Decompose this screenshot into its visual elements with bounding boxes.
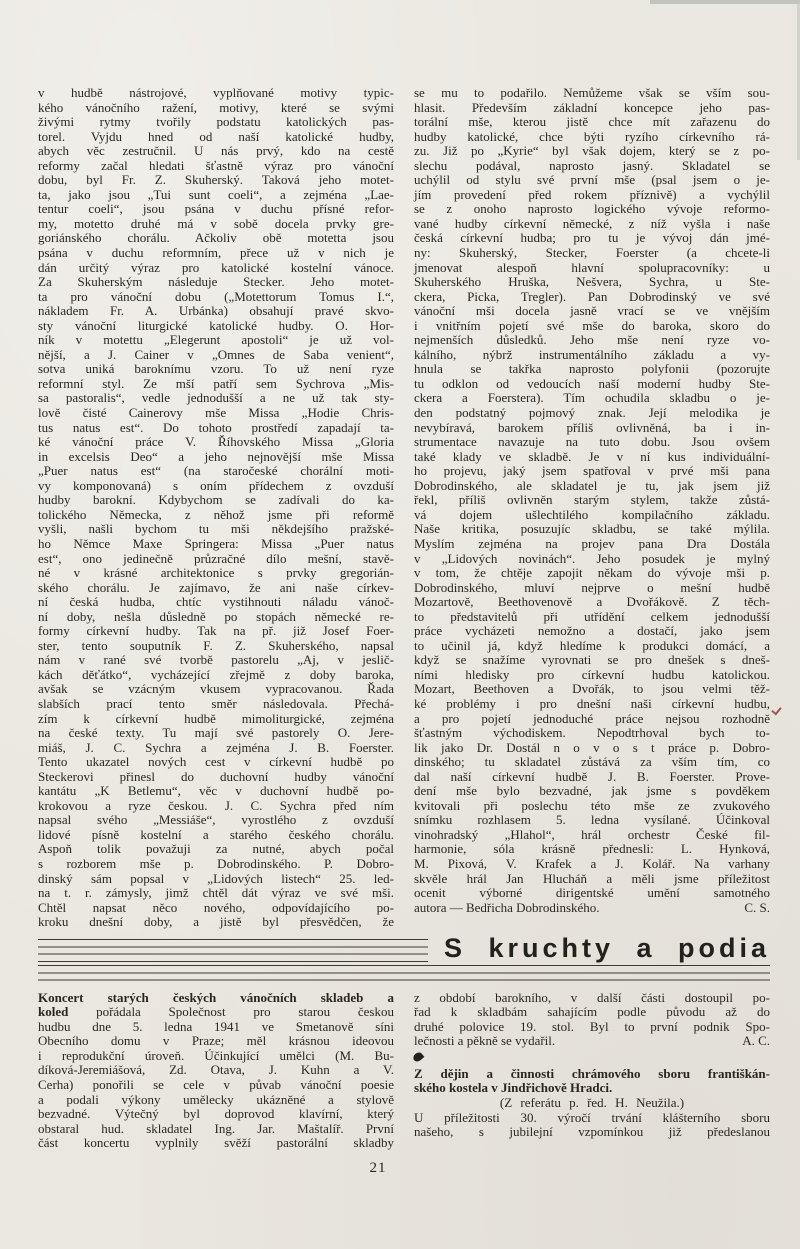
text-line: práce vycházeti nemožno a dostačí, jako jsem (414, 623, 770, 639)
text-line: dal naší církevní hudbě J. B. Foerster. Prove- (414, 768, 770, 784)
text-line: Tento ukazatel nových cest v církevní hudbě po (38, 754, 394, 770)
text-line: hnula se takřka naprosto polyfonii (pozorujte (414, 361, 770, 377)
text-line: Z dějin a činnosti chrámového sboru františkán- (414, 1065, 770, 1081)
text-line: ké problémy i pro dnešní naši církevní hudbu, (414, 695, 770, 711)
text-line: dán určitý výraz pro katolické kostelní vánoce. (38, 259, 394, 275)
text-line: to učinil já, když hledíme k produkci domácí, a (414, 637, 770, 653)
text-line: šťastným východiskem. Nepodtrhoval bych to- (414, 725, 770, 741)
text-line: vá dojem ušlechtilého kompilačního základu. (414, 506, 770, 522)
bottom-section (38, 991, 770, 1151)
text-line: zím k církevní hudbě mimoliturgické, zejména (38, 710, 394, 726)
text-line: na české texty. Tu mají své pastorely O. Jere- (38, 725, 394, 741)
text-line: reformy začal hledati šťastně výraz pro vánoční (38, 157, 394, 173)
page-number: 21 (369, 1159, 387, 1176)
text-line: jím provedení před rokem příznivě) a vychýlil (414, 186, 770, 202)
text-line: ckera, Picka, Tregler). Pan Dobrodinský ve své (414, 288, 770, 304)
choir-article-subtitle: (Z referátu p. řed. H. Neužila.) (499, 1095, 685, 1110)
text-line: koled pořádala Společnost pro starou českou (38, 1004, 394, 1020)
text-line: Obecního domu v Praze; měl krásnou ideovou (38, 1033, 394, 1049)
text-line: torální mše, kterou jistě chce mít zařazenu do (414, 114, 770, 130)
text-line: a pro pojetí jednoduché práce nejsou rozhodně (414, 710, 770, 726)
text-line: psána v duchu reformním, přece už v nich je (38, 245, 394, 261)
text-line: hudbu dne 5. ledna 1941 ve Smetanově síni (38, 1018, 394, 1034)
text-line: den podstatný pojmový znak. Její melodika je (414, 405, 770, 421)
text-line: dinského; tu skladatel zůstává za vším tím, co (414, 754, 770, 770)
text-line: ster, tento souputník F. Z. Skuherského, napsal (38, 637, 394, 653)
text-line: kálního, nýbrž instrumentálního základu a vy- (414, 346, 770, 362)
choir-article-heading (414, 1067, 770, 1096)
text-line: Myslím zejména na projev pana Dra Dostála (414, 535, 770, 551)
text-line: napsal svého „Messiáše“, vyrostlého z ovzduší (38, 812, 394, 828)
text-line: když se snažíme vyrovnati se pro dnešek s dneš- (414, 652, 770, 668)
text-line: dinský sám popsal v „Lidových listech“ 25. led- (38, 870, 394, 886)
ornament-row (414, 1051, 770, 1066)
text-line: avšak se vzácným vkusem vypracovanou. Řada (38, 681, 394, 697)
ink-blot-icon (412, 1051, 425, 1064)
text-line: ho projevu, jaký jsem spatřoval v prvé mši pana (414, 463, 770, 479)
scan-edge-artifact (650, 0, 800, 4)
text-line: Za Skuherským následuje Stecker. Jeho motet- (38, 274, 394, 290)
text-line: my, motetto druhé má v sobě docela prvky gre- (38, 215, 394, 231)
text-line: nákladem Fr. A. Urbánka) obsahují pravé skvo- (38, 303, 394, 319)
text-line: snímku rozhlasem 5. ledna vysílané. Účinkoval (414, 812, 770, 828)
text-line: našeho, s jubilejní vzpomínkou již předeslanou (414, 1124, 770, 1140)
text-line: v tom, že chtěje zapojit někam do vývoje mši p. (414, 565, 770, 581)
text-line: Dobrodinského, mluví nejprve o mešní hudbě (414, 579, 770, 595)
section-divider (38, 933, 770, 982)
text-line: v hudbě nástrojové, vyplňované motivy typic- (38, 85, 394, 100)
text-line: strumentace navazuje na tuto dobu. Jsou ovšem (414, 434, 770, 450)
text-line: ho Němce Maxe Springera: Missa „Puer natus (38, 535, 394, 551)
text-line: dobu, byl Fr. Z. Skuherský. Taková jeho motet- (38, 172, 394, 188)
choir-article-body (414, 1111, 770, 1140)
text-line: kách děťátko“, vycházející zřejmě z doby baroka, (38, 666, 394, 682)
text-line: hudby barokní. Kdybychom se zadívali do ka- (38, 492, 394, 508)
main-article (38, 86, 770, 930)
section-divider-top (38, 933, 770, 963)
text-line: i vnitřním pojetí své mše do baroka, skoro do (414, 317, 770, 333)
text-line: lidové písně kostelní a starého českého chorálu. (38, 826, 394, 842)
text-line: hlasit. Především základní koncepce jeho pas- (414, 99, 770, 115)
text-line: „Puer natus est“ (na staročeské chorální moti- (38, 463, 394, 479)
text-line: vinohradský „Hlahol“, hrál orchestr České fil- (414, 826, 770, 842)
text-line: dení mše bylo bezvadné, jak jsme s povděkem (414, 783, 770, 799)
text-line: s rozborem mše p. Dobrodinského. P. Dobro- (38, 855, 394, 871)
text-line: se mu to podařilo. Nemůžeme však se vším sou- (414, 85, 770, 100)
text-line: tu odklon od vedoucích naší moderní hudby Ste- (414, 375, 770, 391)
text-line: v „Lidových novinách“. Jeho posudek je mylný (414, 550, 770, 566)
text-line: část koncertu vyplnily svěží pastorální skladby (38, 1135, 394, 1151)
text-line: in excelsis Deo“ a jeho nejnovější mše Missa (38, 448, 394, 464)
text-line: živými rytmy tvořily podstatu katolických pas- (38, 114, 394, 130)
text-line: U příležitosti 30. výročí trvání klášterního sboru (414, 1109, 770, 1125)
text-line: vané hudby církevní německé, z níž vyšla i naše (414, 215, 770, 231)
text-line: Koncert starých českých vánočních skladeb a (38, 989, 394, 1005)
text-line: kroku dnešní doby, a jistě byl přesvědčen, že (38, 914, 394, 930)
text-line: abych věc zestručnil. U nás prvý, kdo na cestě (38, 143, 394, 159)
text-line: zu. Již po „Kyrie“ byl však dojem, který se z po- (414, 143, 770, 159)
text-line: Steckerovi přinesl do duchovní hudby vánoční (38, 768, 394, 784)
text-line: uchýlil od stylu své první mše (psal jsem o je- (414, 172, 770, 188)
text-line: slechu podával, naprosto jasný. Skladatel se (414, 157, 770, 173)
text-line: i reprodukční úroveň. Účinkující umělci (M. Bu- (38, 1047, 394, 1063)
text-line: vyšli, našli bychom tu mši někdejšího pražské- (38, 521, 394, 537)
text-line: ny: Skuherský, Stecker, Foerster (a chcete-li (414, 245, 770, 261)
text-line: Cerha) ponořili se cele v půvab vánoční poesie (38, 1077, 394, 1092)
text-line: se z onoho naprosto logického vývoje reformo- (414, 201, 770, 217)
text-line: Naše kritika, posuzujíc skladbu, se také mýlila. (414, 521, 770, 537)
text-line: ními hledisky pro církevní hudbu katolickou. (414, 666, 770, 682)
text-line: est“, ono jedinečně průzračné dílo mešní, stavě- (38, 550, 394, 566)
text-line: reformní styl. Ze mší patří sem Sychrova „Mis- (38, 375, 394, 391)
text-line: krokovou a ryze českou. J. C. Sychra před ním (38, 797, 394, 813)
text-line: řekl, příliš ovlivněn starým stylem, takže zůstá- (414, 492, 770, 508)
divider-rule-lines (38, 939, 428, 963)
text-line: Aspoň tolik považuji za nutné, abych počal (38, 841, 394, 857)
text-line: ckera a Foerstera). Tím ochudila skladbu o je- (414, 390, 770, 406)
text-line: skvěle hrál Jan Hlucháň a měli jsme příležitost (414, 870, 770, 886)
text-line: také klady ve skladbě. Je v ní kus individuální- (414, 448, 770, 464)
text-line: Dobrodinského, ale skladatel je tu, jak jsem již (414, 477, 770, 493)
text-line: nejmenších důsledků. Jeho mše není ryze vo- (414, 332, 770, 348)
divider-rule-lines (38, 965, 770, 982)
text-line: M. Pixová, V. Krafek a J. Kolář. Na varhany (414, 855, 770, 871)
text-line: vánoční mši docela jasně vrací se ve vnějším (414, 303, 770, 319)
text-line: ké vánoční práce V. Říhovského Missa „Gloria (38, 434, 394, 450)
text-line: kého vánočního ražení, motivy, které se svými (38, 99, 394, 115)
text-line: ského chorálu. Je zajímavo, že ani naše církev- (38, 579, 394, 595)
text-line: česká církevní hudba; pro tu je vývoj dán jmé- (414, 230, 770, 246)
text-line: obstaral hud. skladatel Ing. Jar. Maštalíř. První (38, 1120, 394, 1136)
text-line: hudby katolické, chce býti ryzího církevního rá- (414, 128, 770, 144)
text-line: sty vánoční liturgické katolické hudby. O. Hor- (38, 317, 394, 333)
section-title: S kruchty a podia (443, 932, 770, 963)
concert-review-end (414, 991, 770, 1049)
text-line: jmenovat alespoň hlavní spolupracovníky: u (414, 259, 770, 275)
text-line: lově čisté Cainerovy mše Missa „Hodie Chris- (38, 405, 394, 421)
text-line: harmonie, sóla krásně přednesli: L. Hynková, (414, 841, 770, 857)
text-line: a podali výkony umělecky ukázněné a stylově (38, 1091, 394, 1107)
text-line: formy církevní hudby. Tak na př. již Josef Foer- (38, 623, 394, 639)
text-line: Skuherského Hruška, Nešvera, Sychra, u Ste- (414, 274, 770, 290)
text-line: to představitelů při utřídění celkem jednodušší (414, 608, 770, 624)
text-line: vy komponovaná) s oním přídechem z ovzduší (38, 477, 394, 493)
text-line: tentur coeli“, jsou psána v duchu přísné refor- (38, 201, 394, 217)
text-line: autora — Bedřicha Dobrodinského. C. S. (414, 899, 770, 915)
text-line: druhé polovice 19. stol. Byl to první podnik Spo- (414, 1018, 770, 1034)
text-line: Chtěl napsat něco nového, odpovídajícího po- (38, 899, 394, 915)
text-line: ník v motettu „Elegerunt apostoli“ je už vol- (38, 332, 394, 348)
bottom-left-column (38, 991, 394, 1151)
text-line: nější, a J. Cainer v „Omnes de Saba venient“, (38, 346, 394, 362)
text-line: tolického Německa, z něhož jsme při reformě (38, 506, 394, 522)
text-line: lečnosti a pěkně se vydařil. A. C. (414, 1033, 770, 1049)
text-line: díková-Jeremiášová, Zd. Otava, J. Kuhn a V. (38, 1062, 394, 1078)
main-article-right-column (414, 86, 770, 930)
text-line: řad k skladbám sahajícím podle původu až do (414, 1004, 770, 1020)
text-line: ocenit výborné dirigentské umění samotného (414, 885, 770, 901)
text-line: kvitovali při poslechu této mše ze zvukového (414, 797, 770, 813)
red-tick-mark (771, 705, 781, 716)
text-line: ta pro vánoční dobu („Motettorum Tomus I.“, (38, 288, 394, 304)
text-line: z období barokního, v další části dostoupil po- (414, 989, 770, 1005)
text-line: miáš, J. C. Sychra a zejména J. B. Foerster. (38, 739, 394, 755)
text-line: goriánského chorálu. Ačkoliv obě motetta jsou (38, 230, 394, 246)
text-line: tus natus est“. Do tohoto prostředí zapadají ta- (38, 419, 394, 435)
text-line: bezvadné. Výtečný byl doprovod klavírní, který (38, 1106, 394, 1122)
text-line: Mozart, Beethoven a Dvořák, to jsou velmi těž- (414, 681, 770, 697)
text-line: kantátu „K Betlemu“, věc v duchovní hudbě po- (38, 783, 394, 799)
text-line: sotva uniká baroknímu vzoru. To už není ryze (38, 361, 394, 377)
text-line: Mozartově, Beethovenově a Dvořákově. Z těch- (414, 594, 770, 610)
main-article-left-column (38, 86, 394, 930)
text-line: slabších prací tento směr následovala. Přechá- (38, 695, 394, 711)
text-line: na t. r. zámysly, jimž chtěl dát výraz ve své mši. (38, 885, 394, 901)
text-line: ta, jako jsou „Tui sunt coeli“, a zejména „Lae- (38, 186, 394, 202)
text-line: ní doby, nešla důsledně po stopách německé re- (38, 608, 394, 624)
page-content (38, 86, 770, 1175)
text-line: né v krásné architektonice s prvky gregorián- (38, 565, 394, 581)
text-line: nevybíravá, barokem příliš ovlivněná, ba i in- (414, 419, 770, 435)
text-line: lik jako Dr. Dostál n o v o s t práce p. Dobro- (414, 739, 770, 755)
text-line: ní česká hudba, chtíc vystihnouti náladu vánoč- (38, 594, 394, 610)
text-line: ského kostela v Jindřichově Hradci. (414, 1080, 613, 1096)
text-line: nám v rané své tvorbě pastorelu „Aj, v jeslič- (38, 652, 394, 668)
bottom-right-column (414, 991, 770, 1151)
text-line: torel. Vyjdu hned od naší katolické hudby, (38, 128, 394, 144)
text-line: sa pastoralis“, vedle jednodušší a ne už tak sty- (38, 390, 394, 406)
